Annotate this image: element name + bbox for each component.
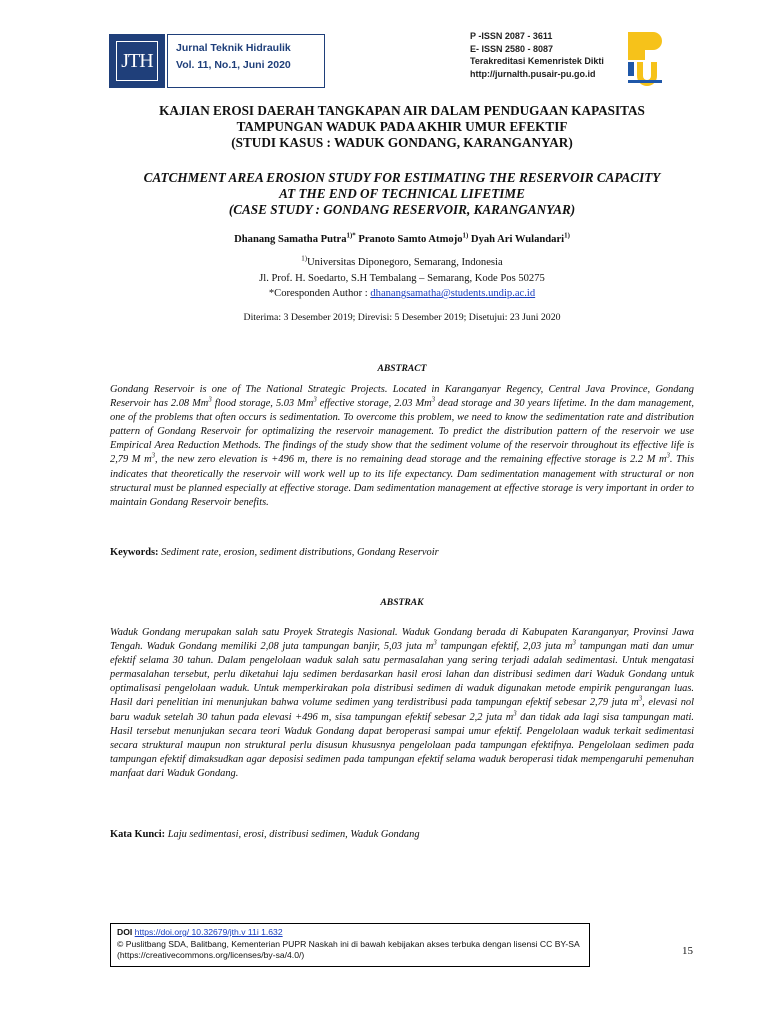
kata-kunci-label: Kata Kunci: xyxy=(110,829,166,840)
abstrak-body: Waduk Gondang merupakan salah satu Proyek Strategis Nasional. Waduk Gondang berada di Kabupaten Karanganyar, Provinsi Jawa Tengah. Waduk Gondang memiliki 2,08 juta tampungan banjir, 5,03 juta $m^3$ tampungan efektif, 2,03 juta $m^3$ tampungan mati dan umur efektif selama 30 tahun. Dalam pengelolaan waduk salah satu permasalahan yang sering terjadi adalah sedimentasi. Untuk mengatasi permasalahan tersebut, perlu diketahui laju sedimen berdasarkan hasil erosi lahan dan distribusi sedimen dari Waduk Gondang untuk optimalisasi pengelolaan waduk. Untuk memperkirakan pola distribusi sedimen di waduk digunakan metode empirik pengurangan luas. Hasil dari penelitian ini menunjukan bahwa volume sedimen yang terdistribusi pada tampungan efektif sebesar 2,79 juta $m^3$, elevasi nol baru waduk setelah 30 tahun pada elevasi +496 m, sisa tampungan efektif sebesar 2,2 juta $m^3$ dan tidak ada lagi sisa tampungan mati. Hasil tersebut menunjukan secara teori Waduk Gondang dapat beroperasi sampai umur efektif. Pengelolaan waduk terkait sedimentasi secara struktural maupun non struktural perlu disusun khususnya pengelolaan pada tampungan efektifnya. Pengelolaan sedimen pada tampungan efektif dimaksudkan agar deposisi sedimen pada tampungan efektif selama waduk beroperasi tidak mempengaruhi pemenuhan manfaat dari Waduk Gondang. xyxy=(110,627,694,779)
journal-issue: Vol. 11, No.1, Juni 2020 xyxy=(176,59,291,71)
kata-kunci-text: Laju sedimentasi, erosi, distribusi sedimen, Waduk Gondang xyxy=(165,829,420,840)
abstrak-heading: ABSTRAK xyxy=(380,597,424,608)
keywords-label: Keywords: xyxy=(110,547,159,558)
print-issn: P -ISSN 2087 - 3611 xyxy=(470,31,553,41)
page-number: 15 xyxy=(682,945,693,957)
journal-logo xyxy=(109,34,165,88)
title-id-line: (STUDI KASUS : WADUK GONDANG, KARANGANYAR) xyxy=(231,135,573,150)
email-link[interactable]: dhanangsamatha@students.undip.ac.id xyxy=(370,288,536,299)
title-indonesian xyxy=(100,103,704,151)
title-en-line: AT THE END OF TECHNICAL LIFETIME xyxy=(279,186,525,201)
abstract-heading: ABSTRACT xyxy=(377,363,427,374)
pu-ministry-logo-icon xyxy=(628,32,662,88)
accreditation: Terakreditasi Kemenristek Dikti xyxy=(470,56,604,66)
affiliation xyxy=(100,255,704,302)
journal-info-box xyxy=(167,34,325,88)
journal-name: Jurnal Teknik Hidraulik xyxy=(176,42,291,54)
journal-logo-text: JTH xyxy=(121,49,153,72)
author-name: Dhanang Samatha Putra xyxy=(234,234,347,245)
title-en-line: (CASE STUDY : GONDANG RESERVOIR, KARANGANYAR) xyxy=(228,202,576,217)
doi-label: DOI xyxy=(117,927,135,937)
university: $^{1)}$Universitas Diponegoro, Semarang, Indonesia xyxy=(301,255,503,268)
address: Jl. Prof. H. Soedarto, S.H Tembalang – Semarang, Kode Pos 50275 xyxy=(259,272,545,284)
title-id-line: TAMPUNGAN WADUK PADA AKHIR UMUR EFEKTIF xyxy=(236,119,568,134)
issn-block xyxy=(470,30,604,80)
journal-url[interactable]: http://jurnalth.pusair-pu.go.id xyxy=(470,68,596,79)
keywords xyxy=(110,547,694,558)
author-name: Pranoto Samto Atmojo xyxy=(355,234,463,245)
title-english xyxy=(100,170,704,218)
submission-dates: Diterima: 3 Desember 2019; Direvisi: 5 Desember 2019; Disetujui: 23 Juni 2020 xyxy=(243,312,561,323)
corresponding-author: *Coresponden Author : dhanangsamatha@students.undip.ac.id xyxy=(268,288,536,299)
keywords-text: Sediment rate, erosion, sediment distributions, Gondang Reservoir xyxy=(158,547,439,558)
doi-license-box xyxy=(110,923,590,967)
author-list: Dhanang Samatha Putra$^{1)*}$ Pranoto Samto Atmojo$^{1)}$ Dyah Ari Wulandari$^{1)}$ xyxy=(234,232,570,245)
author-name: Dyah Ari Wulandari xyxy=(468,234,565,245)
abstract-body: Gondang Reservoir is one of The National Strategic Projects. Located in Karanganyar Regency, Central Java Province, Gondang Reservoir has 2.08 Mm$^3$ flood storage, 5.03 Mm$^3$ effective storage, 2.03 Mm$^3$ dead storage and 30 years lifetime. In the dam management, one of the problems that often occurs is sedimentation. To overcome this problem, we need to know the sedimentation rate and distribution pattern of Gondang Reservoir for optimalizing the reservoir management. To predict the distribution pattern of the reservoir we use Empirical Area Reduction Methods. The findings of the study show that the sediment volume of the reservoir throughout its effective life is 2,79 M $m^3$, the new zero elevation is +496 m, there is no remaining dead storage and the remaining effective storage is 2.2 M $m^3$. This indicates that theoretically the reservoir will work well up to its life expectancy. Dam sedimentation management with structural or non structural must be planned especially at effective storage. Dam sedimentation management at effective storage is very important in order to maintain Gondang Reservoir benefits. xyxy=(110,384,694,508)
electronic-issn: E- ISSN 2580 - 8087 xyxy=(470,43,554,54)
doi-link[interactable]: https://doi.org/ 10.32679/jth.v 11i 1.632 xyxy=(134,927,283,937)
journal-header xyxy=(109,30,657,96)
title-en-line: CATCHMENT AREA EROSION STUDY FOR ESTIMATING THE RESERVOIR CAPACITY xyxy=(143,170,661,185)
title-id-line: KAJIAN EROSI DAERAH TANGKAPAN AIR DALAM PENDUGAAN KAPASITAS xyxy=(159,103,645,118)
license-text: © Puslitbang SDA, Balitbang, Kementerian PUPR Naskah ini di bawah kebijakan akses terbuka dengan lisensi CC BY-SA (https://creativecommons.org/licenses/by-sa/4.0/) xyxy=(117,938,580,960)
kata-kunci xyxy=(110,829,694,840)
